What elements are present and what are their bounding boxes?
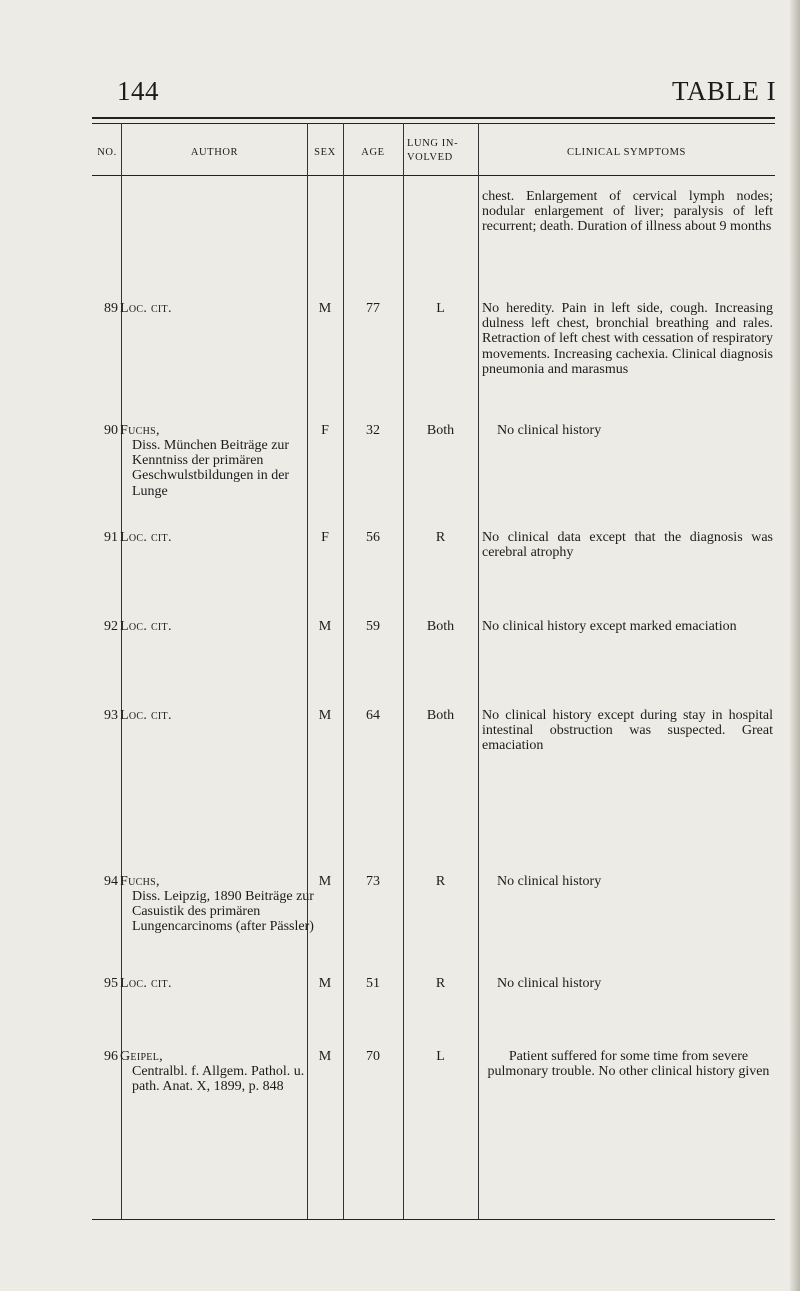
row-90-sex: F bbox=[321, 423, 329, 438]
col-header-lung-line1: LUNG IN- bbox=[407, 138, 459, 149]
row-93-symptoms: No clinical history except during stay in hospital intestinal obstruction was suspected. Great emaciation bbox=[482, 708, 773, 754]
row-96-age: 70 bbox=[366, 1049, 380, 1064]
row-94-no: 94 bbox=[104, 874, 118, 889]
row-95-lung: R bbox=[435, 976, 446, 991]
row-90-no: 90 bbox=[104, 423, 118, 438]
row-91-sex: F bbox=[321, 530, 329, 545]
row-93-author: Loc. cit. bbox=[120, 708, 172, 723]
row-95-age: 51 bbox=[366, 976, 380, 991]
row-92-lung: Both bbox=[426, 619, 455, 634]
col-header-symptoms: CLINICAL SYMPTOMS bbox=[566, 147, 686, 158]
row-96-author-detail: Centralbl. f. Allgem. Pathol. u. path. Anat. X, 1899, p. 848 bbox=[132, 1064, 305, 1095]
row-93-lung: Both bbox=[426, 708, 455, 723]
row-95-symptoms: No clinical history bbox=[497, 976, 602, 991]
row-90-age: 32 bbox=[366, 423, 380, 438]
row-92-author: Loc. cit. bbox=[120, 619, 172, 634]
col-header-age: AGE bbox=[361, 147, 385, 158]
continued-symptoms: chest. Enlargement of cervical lymph nodes; nodular enlargement of liver; paralysis of left recurrent; death. Duration of illness about 9 months bbox=[482, 189, 773, 235]
row-89-no: 89 bbox=[104, 301, 118, 316]
row-96-author: Geipel, bbox=[120, 1049, 163, 1064]
row-96-symptoms: Patient suffered for some time from severe pulmonary trouble. No other clinical history given bbox=[487, 1049, 770, 1080]
row-94-symptoms: No clinical history bbox=[497, 874, 602, 889]
row-95-author: Loc. cit. bbox=[120, 976, 172, 991]
row-91-author: Loc. cit. bbox=[120, 530, 172, 545]
row-89-sex: M bbox=[318, 301, 332, 316]
row-93-no: 93 bbox=[104, 708, 118, 723]
row-92-sex: M bbox=[318, 619, 332, 634]
row-90-symptoms: No clinical history bbox=[497, 423, 602, 438]
row-95-no: 95 bbox=[104, 976, 118, 991]
row-91-age: 56 bbox=[366, 530, 380, 545]
row-90-author-detail: Diss. München Beiträge zur Kenntniss der primären Geschwulstbildungen in der Lunge bbox=[132, 438, 290, 499]
header-rule bbox=[92, 175, 775, 176]
page-number: 144 bbox=[117, 76, 159, 106]
row-96-lung: L bbox=[436, 1049, 445, 1064]
table-title: TABLE I bbox=[672, 76, 777, 106]
row-94-lung: R bbox=[435, 874, 446, 889]
col-header-no: NO. bbox=[97, 147, 117, 158]
row-89-lung: L bbox=[436, 301, 445, 316]
row-94-age: 73 bbox=[366, 874, 380, 889]
row-89-symptoms: No heredity. Pain in left side, cough. Increasing dulness left chest, bronchial breathing and rales. Retraction of left chest with cessation of respiratory movements. Increasing cachexia. Clinical diagnosis pneumonia and marasmus bbox=[482, 301, 773, 377]
col-header-author: AUTHOR bbox=[190, 147, 239, 158]
row-91-no: 91 bbox=[104, 530, 118, 545]
row-89-author: Loc. cit. bbox=[120, 301, 172, 316]
page-edge bbox=[790, 0, 800, 1291]
row-90-lung: Both bbox=[426, 423, 455, 438]
col-header-lung-line2: VOLVED bbox=[407, 152, 453, 163]
row-92-symptoms: No clinical history except marked emaciation bbox=[482, 619, 737, 634]
col-divider-lung bbox=[478, 123, 479, 1219]
col-header-lung bbox=[407, 137, 477, 165]
row-96-sex: M bbox=[318, 1049, 332, 1064]
bottom-rule bbox=[92, 1219, 775, 1220]
row-91-symptoms: No clinical data except that the diagnosis was cerebral atrophy bbox=[482, 530, 773, 561]
row-90-author: Fuchs, bbox=[120, 423, 160, 438]
row-92-age: 59 bbox=[366, 619, 380, 634]
row-94-author-detail: Diss. Leipzig, 1890 Beiträge zur Casuistik des primären Lungencarcinoms (after Pässler) bbox=[132, 889, 314, 935]
row-94-author: Fuchs, bbox=[120, 874, 160, 889]
row-93-sex: M bbox=[318, 708, 332, 723]
row-94-sex: M bbox=[318, 874, 332, 889]
row-95-sex: M bbox=[318, 976, 332, 991]
col-header-sex: SEX bbox=[314, 147, 336, 158]
row-91-lung: R bbox=[435, 530, 446, 545]
row-92-no: 92 bbox=[104, 619, 118, 634]
row-93-age: 64 bbox=[366, 708, 380, 723]
top-rule-thick bbox=[92, 117, 775, 119]
row-89-age: 77 bbox=[366, 301, 380, 316]
row-96-no: 96 bbox=[104, 1049, 118, 1064]
top-rule-thin bbox=[92, 123, 775, 124]
